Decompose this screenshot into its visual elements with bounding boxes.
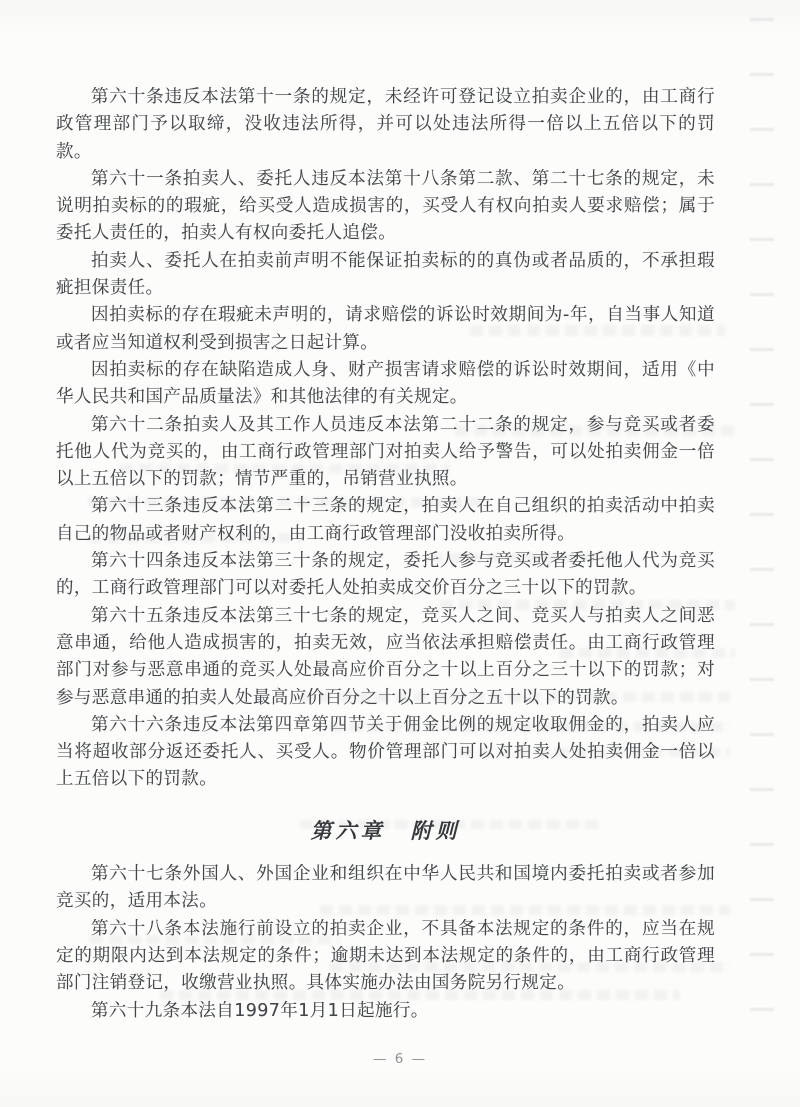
page-number: — 6 —: [372, 1051, 428, 1067]
article-61-paragraph: 第六十一条拍卖人、委托人违反本法第十八条第二款、第二十七条的规定，未说明拍卖标的的瑕疵，给买受人造成损害的，买受人有权向拍卖人要求赔偿；属于委托人责任的，拍卖人有权向委托人追偿。: [56, 168, 715, 244]
article-61-clause-4: 因拍卖标的存在缺陷造成人身、财产损害请求赔偿的诉讼时效期间，适用《中华人民共和国产品质量法》和其他法律的有关规定。: [56, 359, 715, 408]
article-67-paragraph: 第六十七条外国人、外国企业和组织在中华人民共和国境内委托拍卖或者参加竞买的，适用本法。: [56, 864, 715, 912]
article-61-clause-2: 拍卖人、委托人在拍卖前声明不能保证拍卖标的的真伪或者品质的，不承担瑕疵担保责任。: [56, 250, 715, 299]
article-60-paragraph: 第六十条违反本法第十一条的规定，未经许可登记设立拍卖企业的，由工商行政管理部门予以取缔，没收违法所得，并可以处违法所得一倍以上五倍以下的罚款。: [56, 87, 715, 162]
article-62-paragraph: 第六十二条拍卖人及其工作人员违反本法第二十二条的规定，参与竞买或者委托他人代为竞买的，由工商行政管理部门对拍卖人给予警告，可以处拍卖佣金一倍以上五倍以下的罚款；情节严重的，吊销营业执照。: [56, 414, 715, 490]
article-66-paragraph: 第六十六条违反本法第四章第四节关于佣金比例的规定收取佣金的，拍卖人应当将超收部分返还委托人、买受人。物价管理部门可以对拍卖人处拍卖佣金一倍以上五倍以下的罚款。: [56, 714, 715, 790]
article-61-clause-3: 因拍卖标的存在瑕疵未声明的，请求赔偿的诉讼时效期间为-年，自当事人知道或者应当知道权利受到损害之日起计算。: [56, 305, 715, 353]
chapter-6-heading: 第六章 附则: [310, 817, 461, 843]
article-69-paragraph: 第六十九条本法自1997年1月1日起施行。: [91, 1000, 429, 1021]
right-margin-bleed-marks: [750, 18, 774, 1038]
article-65-paragraph: 第六十五条违反本法第三十七条的规定，竞买人之间、竞买人与拍卖人之间恶意串通，给他人造成损害的，拍卖无效，应当依法承担赔偿责任。由工商行政管理部门对参与恶意串通的竞买人处最高应价百分之十以上百分之三十以下的罚款；对参与恶意串通的拍卖人处最高应价百分之十以上百分之五十以下的罚款。: [56, 605, 715, 708]
article-63-paragraph: 第六十三条违反本法第二十三条的规定，拍卖人在自己组织的拍卖活动中拍卖自己的物品或者财产权利的，由工商行政管理部门没收拍卖所得。: [56, 496, 715, 544]
law-text-block: [56, 84, 715, 1025]
article-64-paragraph: 第六十四条违反本法第三十条的规定，委托人参与竞买或者委托他人代为竞买的，工商行政管理部门可以对委托人处拍卖成交价百分之三十以下的罚款。: [56, 551, 715, 599]
article-68-paragraph: 第六十八条本法施行前设立的拍卖企业，不具备本法规定的条件的，应当在规定的期限内达到本法规定的条件；逾期未达到本法规定的条件的，由工商行政管理部门注销登记，收缴营业执照。具体实施办法由国务院另行规定。: [56, 918, 715, 994]
